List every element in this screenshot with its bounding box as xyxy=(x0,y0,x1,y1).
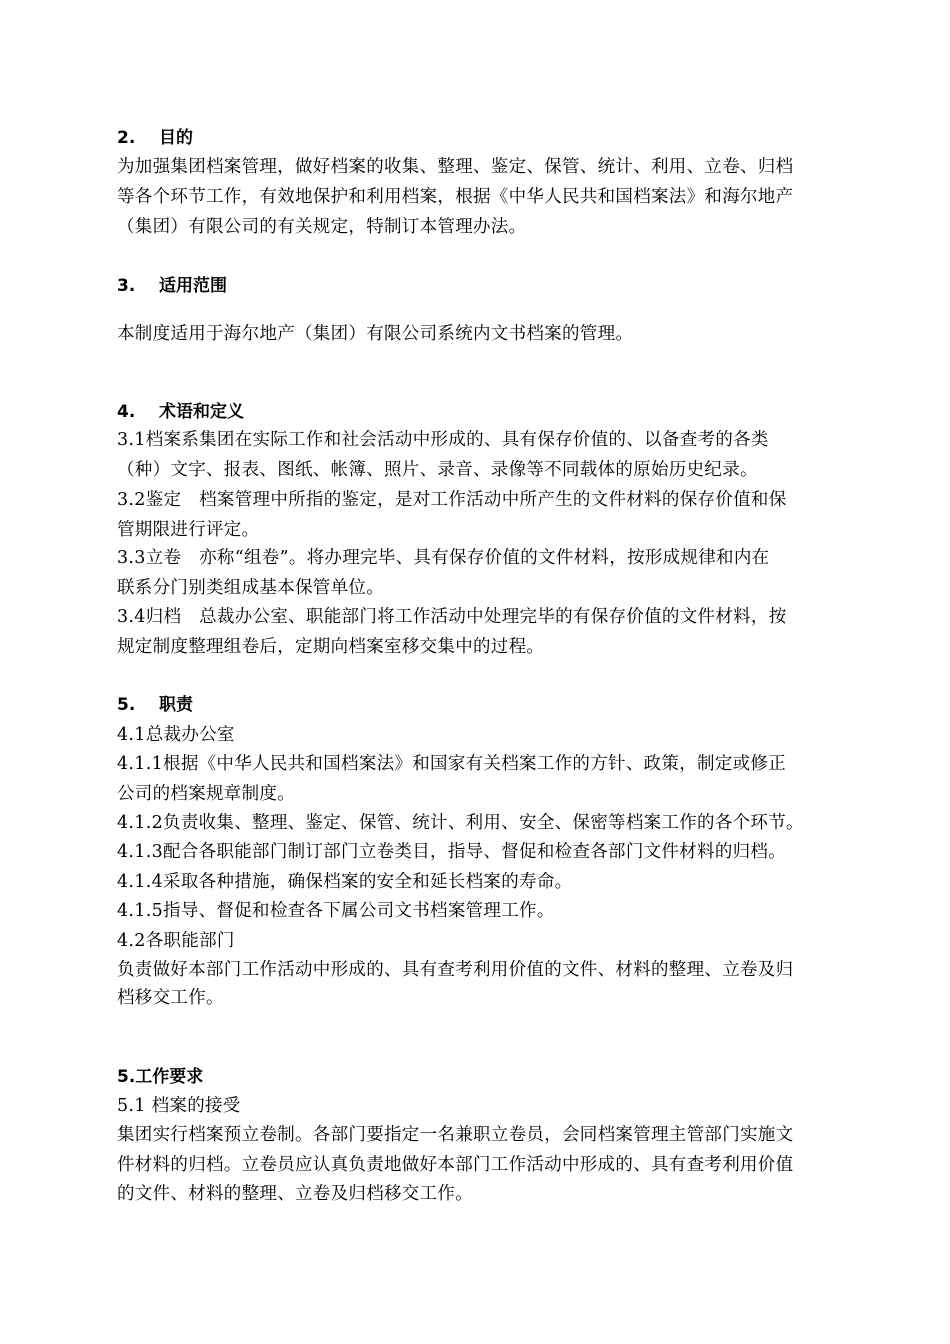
section-number: 5. xyxy=(117,695,136,715)
paragraph-line: （种）文字、报表、图纸、帐簿、照片、录音、录像等不同载体的原始历史纪录。 xyxy=(117,460,758,480)
paragraph-line: 4.1.1根据《中华人民共和国档案法》和国家有关档案工作的方针、政策，制定或修正 xyxy=(117,754,787,774)
paragraph-line: 等各个环节工作，有效地保护和利用档案，根据《中华人民共和国档案法》和海尔地产 xyxy=(117,187,794,207)
paragraph-line: 为加强集团档案管理，做好档案的收集、整理、鉴定、保管、统计、利用、立卷、归档 xyxy=(117,157,794,177)
section-heading-scope xyxy=(117,274,857,298)
paragraph-line: 4.2各职能部门 xyxy=(117,931,235,951)
paragraph-line: 档移交工作。 xyxy=(117,988,224,1008)
paragraph-line: 4.1.4采取各种措施，确保档案的安全和延长档案的寿命。 xyxy=(117,872,573,892)
section-number: 3. xyxy=(117,276,136,296)
paragraph-line: （集团）有限公司的有关规定，特制订本管理办法。 xyxy=(117,217,527,237)
paragraph-line: 3.3立卷 亦称“组卷”。将办理完毕、具有保存价值的文件材料，按形成规律和内在 xyxy=(117,548,770,568)
paragraph-line: 集团实行档案预立卷制。各部门要指定一名兼职立卷员，会同档案管理主管部门实施文 xyxy=(117,1125,794,1145)
section-heading-purpose xyxy=(117,126,857,150)
paragraph-line: 4.1.2负责收集、整理、鉴定、保管、统计、利用、安全、保密等档案工作的各个环节。 xyxy=(117,813,804,833)
section-title: 职责 xyxy=(159,695,193,715)
paragraph-line: 4.1.3配合各职能部门制订部门立卷类目，指导、督促和检查各部门文件材料的归档。 xyxy=(117,842,787,862)
section-title: 工作要求 xyxy=(135,1067,204,1087)
section-title: 目的 xyxy=(159,128,193,148)
section-heading-duties xyxy=(117,693,857,717)
section-number: 4. xyxy=(117,402,136,422)
section-number: 5. xyxy=(117,1067,136,1087)
section-number: 2. xyxy=(117,128,136,148)
paragraph-line: 联系分门别类组成基本保管单位。 xyxy=(117,578,384,598)
paragraph-line: 件材料的归档。立卷员应认真负责地做好本部门工作活动中形成的、具有查考利用价值 xyxy=(117,1155,794,1175)
paragraph-line: 4.1.5指导、督促和检查各下属公司文书档案管理工作。 xyxy=(117,901,555,921)
section-heading-terms xyxy=(117,400,857,424)
section-title: 适用范围 xyxy=(159,276,227,296)
paragraph-line: 的文件、材料的整理、立卷及归档移交工作。 xyxy=(117,1184,473,1204)
paragraph-line: 本制度适用于海尔地产（集团）有限公司系统内文书档案的管理。 xyxy=(117,324,634,344)
paragraph-line: 公司的档案规章制度。 xyxy=(117,784,295,804)
paragraph-line: 3.1档案系集团在实际工作和社会活动中形成的、具有保存价值的、以备查考的各类 xyxy=(117,430,769,450)
paragraph-line: 负责做好本部门工作活动中形成的、具有查考利用价值的文件、材料的整理、立卷及归 xyxy=(117,960,794,980)
paragraph-line: 3.2鉴定 档案管理中所指的鉴定，是对工作活动中所产生的文件材料的保存价值和保 xyxy=(117,490,787,510)
paragraph-line: 规定制度整理组卷后，定期向档案室移交集中的过程。 xyxy=(117,637,545,657)
paragraph-line: 4.1总裁办公室 xyxy=(117,725,235,745)
paragraph-line: 管期限进行评定。 xyxy=(117,520,260,540)
section-heading-work-requirements xyxy=(117,1065,857,1089)
section-title: 术语和定义 xyxy=(159,402,244,422)
paragraph-line: 3.4归档 总裁办公室、职能部门将工作活动中处理完毕的有保存价值的文件材料，按 xyxy=(117,607,787,627)
paragraph-line: 5.1 档案的接受 xyxy=(117,1096,241,1116)
